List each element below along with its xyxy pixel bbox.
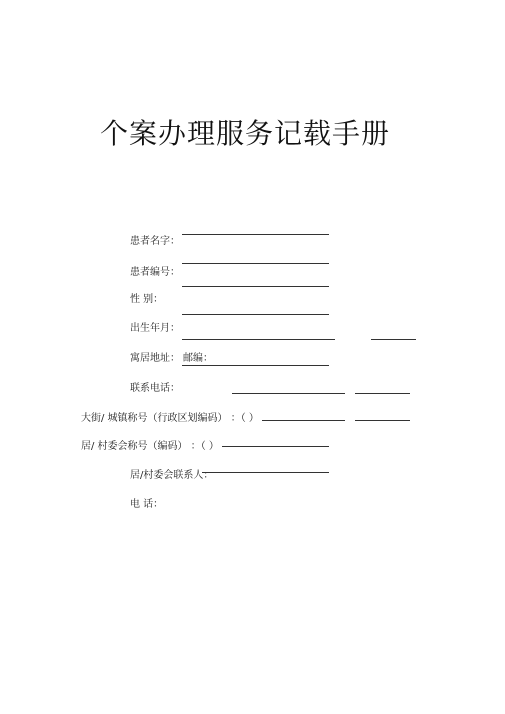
patient-id-line (182, 263, 329, 264)
village-contact-line (202, 472, 329, 473)
residence-line-left (182, 339, 335, 340)
village-code-label: 居/ 村委会称号（编码） ：（ ） (81, 441, 219, 452)
residence-label: 寓居地址： (130, 353, 180, 364)
contact-phone-line-right (355, 393, 410, 394)
contact-phone-line-left (232, 393, 345, 394)
birth-date-line (182, 314, 329, 315)
phone-label: 电 话： (130, 499, 164, 510)
street-code-line-left (262, 420, 345, 421)
postcode-line (182, 365, 329, 366)
postcode-label: 邮编： (183, 353, 213, 364)
village-code-line (222, 446, 329, 447)
patient-name-label: 患者名字： (130, 236, 180, 247)
birth-date-label: 出生年月： (130, 323, 180, 334)
gender-line (182, 286, 329, 287)
patient-name-line (182, 234, 329, 235)
contact-phone-label: 联系电话： (130, 383, 180, 394)
gender-label: 性 别： (130, 294, 164, 305)
street-code-label: 大街/ 城镇称号（行政区划编码） ：（ ） (81, 413, 259, 424)
page-title: 个案办理服务记载手册 (100, 117, 391, 150)
patient-id-label: 患者编号： (130, 267, 180, 278)
street-code-line-right (355, 420, 410, 421)
residence-line-right (371, 339, 416, 340)
village-contact-label: 居/村委会联系人： (130, 470, 214, 481)
